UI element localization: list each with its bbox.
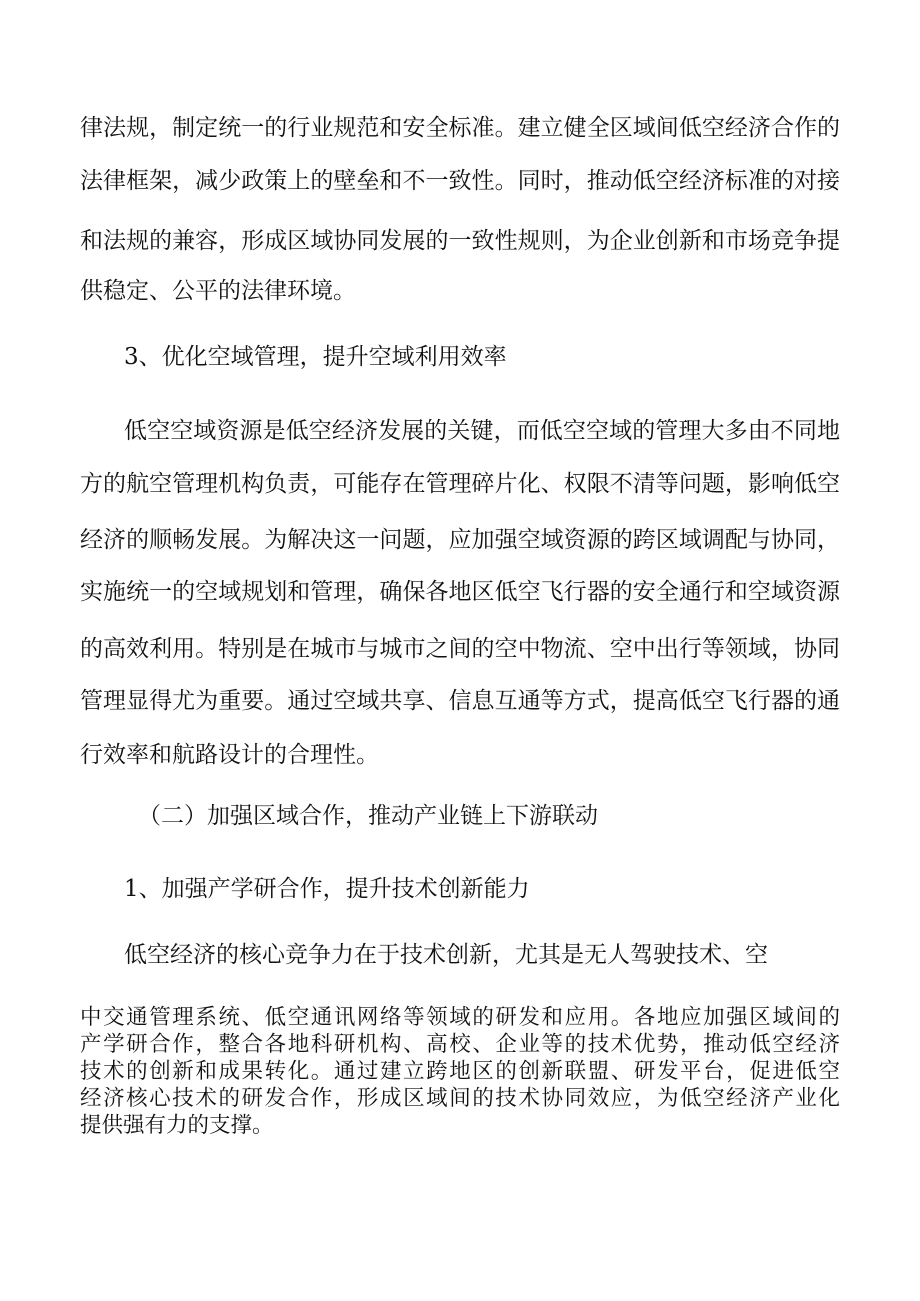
paragraph-1-line-2: 法律框架，减少政策上的壁垒和不一致性。同时，推动低空经济标准的对接 [80, 168, 840, 194]
paragraph-2-line-5: 的高效利用。特别是在城市与城市之间的空中物流、空中出行等领域，协同 [80, 636, 840, 662]
paragraph-3-line-6: 提供强有力的支撑。 [80, 1113, 274, 1138]
section-heading-1: 1、加强产学研合作，提升技术创新能力 [124, 876, 530, 902]
paragraph-2-line-6: 管理显得尤为重要。通过空域共享、信息互通等方式，提高低空飞行器的通 [80, 688, 840, 714]
paragraph-1-line-3: 和法规的兼容，形成区域协同发展的一致性规则，为企业创新和市场竞争提 [80, 228, 840, 254]
paragraph-3-line-1: 低空经济的核心竞争力在于技术创新，尤其是无人驾驶技术、空 [124, 942, 768, 968]
paragraph-3-line-4: 技术的创新和成果转化。通过建立跨地区的创新联盟、研发平台，促进低空 [80, 1059, 840, 1084]
paragraph-1-line-1: 律法规，制定统一的行业规范和安全标准。建立健全区域间低空经济合作的 [80, 115, 840, 141]
section-heading-3: 3、优化空域管理，提升空域利用效率 [124, 344, 507, 370]
paragraph-2-line-3: 经济的顺畅发展。为解决这一问题，应加强空域资源的跨区域调配与协同， [80, 527, 840, 553]
paragraph-3-line-2: 中交通管理系统、低空通讯网络等领域的研发和应用。各地应加强区域间的 [80, 1005, 840, 1030]
paragraph-3-line-3: 产学研合作，整合各地科研机构、高校、企业等的技术优势，推动低空经济 [80, 1032, 840, 1057]
paragraph-3-line-5: 经济核心技术的研发合作，形成区域间的技术协同效应，为低空经济产业化 [80, 1086, 840, 1111]
paragraph-2-line-7: 行效率和航路设计的合理性。 [80, 742, 379, 768]
paragraph-2-line-1: 低空空域资源是低空经济发展的关键，而低空空域的管理大多由不同地 [124, 418, 840, 444]
paragraph-2-line-2: 方的航空管理机构负责，可能存在管理碎片化、权限不清等问题，影响低空 [80, 471, 840, 497]
paragraph-2-line-4: 实施统一的空域规划和管理，确保各地区低空飞行器的安全通行和空域资源 [80, 579, 840, 605]
section-heading-2: （二）加强区域合作，推动产业链上下游联动 [138, 803, 598, 829]
paragraph-1-line-4: 供稳定、公平的法律环境。 [80, 278, 356, 304]
